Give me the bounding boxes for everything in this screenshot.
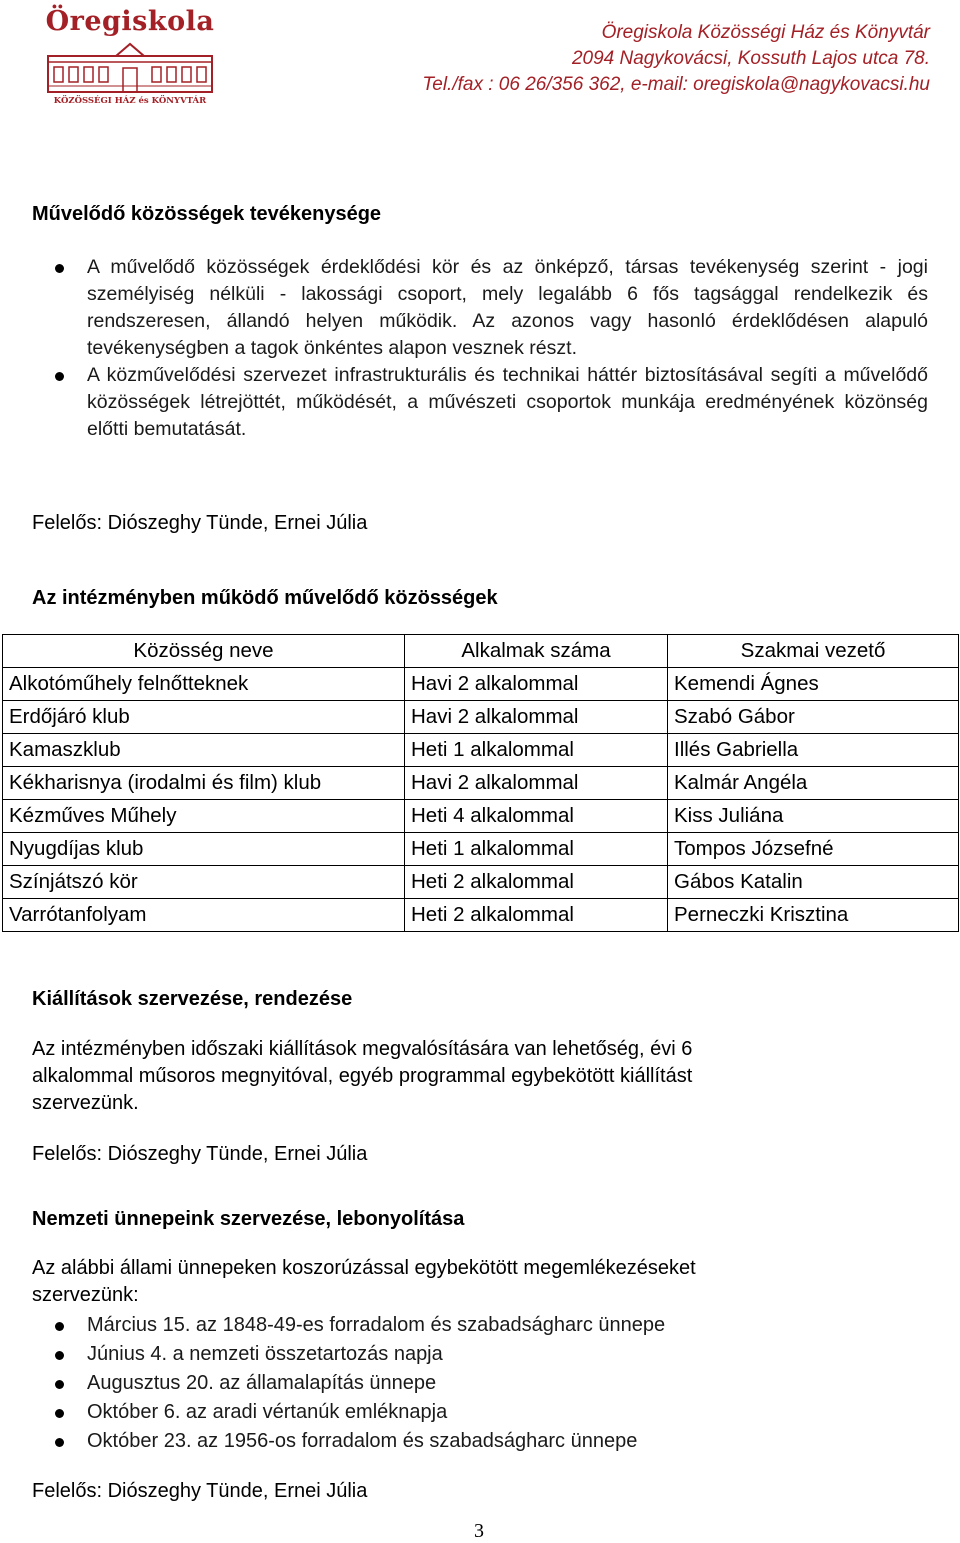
bullet-icon	[55, 1438, 64, 1447]
table-cell: Alkotóműhely felnőtteknek	[3, 668, 405, 701]
communities-table	[2, 634, 959, 932]
table-cell: Heti 2 alkalommal	[405, 866, 668, 899]
institution-address: 2094 Nagykovácsi, Kossuth Lajos utca 78.	[571, 48, 930, 69]
table-cell: Kamaszklub	[3, 734, 405, 767]
section-title-exhibitions: Kiállítások szervezése, rendezése	[32, 988, 353, 1010]
list-item: Október 23. az 1956-os forradalom és szabadságharc ünnepe	[55, 1427, 928, 1456]
logo-title: Öregiskola	[45, 6, 215, 37]
section-title-table: Az intézményben működő művelődő közösségek	[32, 587, 498, 609]
column-header: Közösség neve	[3, 635, 405, 668]
table-cell: Gábos Katalin	[668, 866, 959, 899]
institution-name: Öregiskola Közösségi Ház és Könyvtár	[601, 22, 930, 43]
table-cell: Havi 2 alkalommal	[405, 701, 668, 734]
logo-subtitle: KÖZÖSSÉGI HÁZ és KÖNYVTÁR	[53, 96, 207, 106]
table-cell: Heti 4 alkalommal	[405, 800, 668, 833]
list-item: Március 15. az 1848-49-es forradalom és szabadságharc ünnepe	[55, 1311, 928, 1340]
table-cell: Heti 2 alkalommal	[405, 899, 668, 932]
list-item: Június 4. a nemzeti összetartozás napja	[55, 1340, 928, 1369]
section-title-holidays: Nemzeti ünnepeink szervezése, lebonyolítása	[32, 1208, 465, 1230]
table-cell: Kalmár Angéla	[668, 767, 959, 800]
holidays-bullet-list	[55, 1311, 928, 1456]
responsible-line: Felelős: Diószeghy Tünde, Ernei Júlia	[32, 512, 368, 534]
institution-contact: Tel./fax : 06 26/356 362, e-mail: oregiskola@nagykovacsi.hu	[422, 74, 930, 95]
table-row	[3, 866, 959, 899]
table-cell: Tompos Józsefné	[668, 833, 959, 866]
bullet-icon	[55, 1351, 64, 1360]
bullet-icon	[55, 1322, 64, 1331]
table-cell: Heti 1 alkalommal	[405, 734, 668, 767]
table-cell: Kiss Juliána	[668, 800, 959, 833]
page-number: 3	[474, 1520, 484, 1542]
table-cell: Varrótanfolyam	[3, 899, 405, 932]
responsible-line: Felelős: Diószeghy Tünde, Ernei Júlia	[32, 1480, 368, 1502]
responsible-line: Felelős: Diószeghy Tünde, Ernei Júlia	[32, 1143, 368, 1165]
table-cell: Erdőjáró klub	[3, 701, 405, 734]
table-cell: Kemendi Ágnes	[668, 668, 959, 701]
table-cell: Havi 2 alkalommal	[405, 668, 668, 701]
table-row	[3, 701, 959, 734]
bullet-icon	[55, 1380, 64, 1389]
list-item: A művelődő közösségek érdeklődési kör és az önképző, társas tevékenység szerint - jogi személyiség nélküli - lakossági csoport, mely legalább 6 fős tagsággal rendelkezik és rendszeresen, állandó helyen működik. Az azonos vagy hasonló érdeklődésen alapuló tevékenységben a tagok önkéntes alapon vesznek részt.	[55, 254, 928, 362]
bullet-icon	[55, 1409, 64, 1418]
table-row	[3, 899, 959, 932]
bullet-icon	[55, 264, 64, 273]
table-row	[3, 800, 959, 833]
logo	[44, 6, 216, 106]
table-header-row	[3, 635, 959, 668]
table-cell: Havi 2 alkalommal	[405, 767, 668, 800]
table-row	[3, 767, 959, 800]
column-header: Alkalmak száma	[405, 635, 668, 668]
table-cell: Nyugdíjas klub	[3, 833, 405, 866]
header-info	[422, 20, 930, 98]
table-cell: Kézműves Műhely	[3, 800, 405, 833]
table-row	[3, 833, 959, 866]
list-item: A közművelődési szervezet infrastrukturális és technikai háttér biztosításával segíti a művelődő közösségek létrejöttét, működését, a művészeti csoportok munkája eredményének közönség előtti bemutatását.	[55, 362, 928, 443]
column-header: Szakmai vezető	[668, 635, 959, 668]
table-cell: Szabó Gábor	[668, 701, 959, 734]
building-icon	[44, 42, 216, 94]
table-cell: Kékharisnya (irodalmi és film) klub	[3, 767, 405, 800]
table-row	[3, 734, 959, 767]
table-cell: Heti 1 alkalommal	[405, 833, 668, 866]
list-item: Október 6. az aradi vértanúk emléknapja	[55, 1398, 928, 1427]
table-row	[3, 668, 959, 701]
table-cell: Színjátszó kör	[3, 866, 405, 899]
table-cell: Perneczki Krisztina	[668, 899, 959, 932]
exhibitions-paragraph: Az intézményben időszaki kiállítások megvalósítására van lehetőség, évi 6 alkalommal műsoros megnyitóval, egyéb programmal egybekötött kiállítást szervezünk.	[32, 1038, 693, 1114]
bullet-icon	[55, 372, 64, 381]
communities-bullet-list	[55, 254, 928, 443]
list-item: Augusztus 20. az államalapítás ünnepe	[55, 1369, 928, 1398]
table-cell: Illés Gabriella	[668, 734, 959, 767]
section-title-communities: Művelődő közösségek tevékenysége	[32, 203, 382, 225]
holidays-paragraph: Az alábbi állami ünnepeken koszorúzással egybekötött megemlékezéseket szervezünk:	[32, 1257, 696, 1306]
